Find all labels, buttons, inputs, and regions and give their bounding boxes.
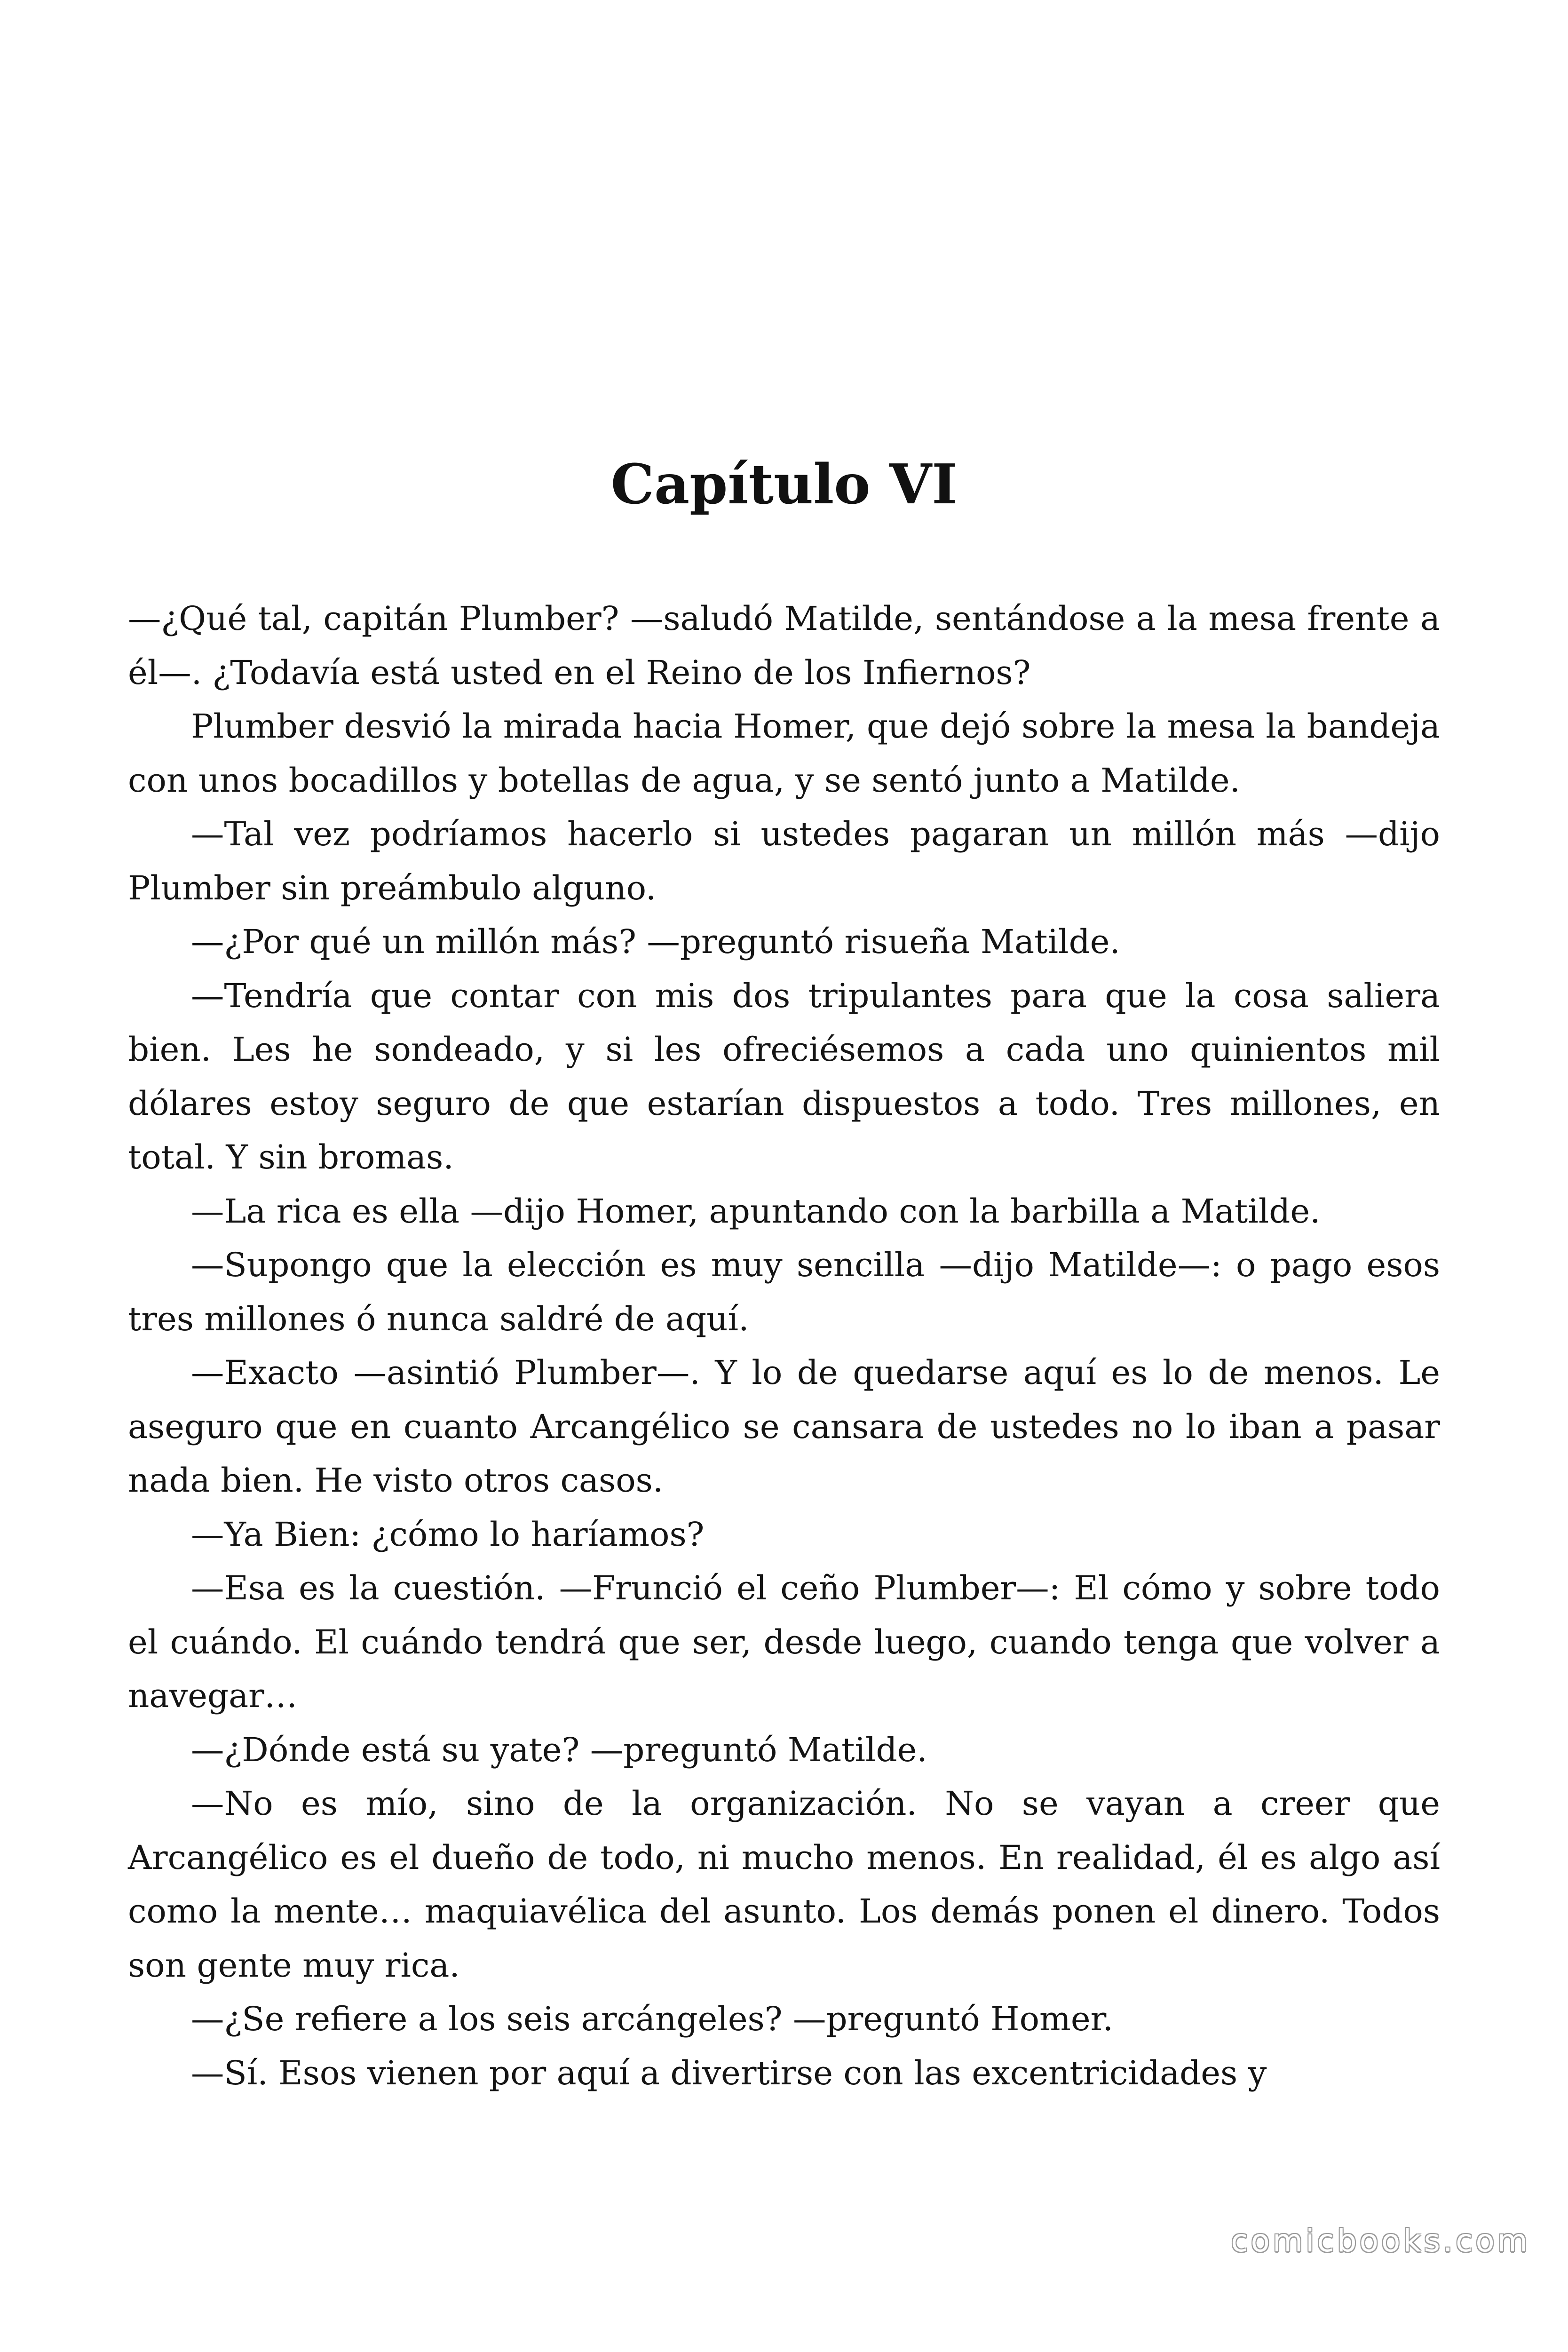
paragraph: —Tal vez podríamos hacerlo si ustedes pagaran un millón más —dijo Plumber sin preámbulo alguno.	[128, 815, 1440, 907]
paragraph: —¿Se refiere a los seis arcángeles? —preguntó Homer.	[191, 2000, 1113, 2038]
paragraph: —Exacto —asintió Plumber—. Y lo de quedarse aquí es lo de menos. Le aseguro que en cuanto Arcangélico se cansara de ustedes no lo iban a pasar nada bien. He visto otros casos.	[128, 1353, 1440, 1500]
paragraph: Plumber desvió la mirada hacia Homer, que dejó sobre la mesa la bandeja con unos bocadillos y botellas de agua, y se sentó junto a Matilde.	[128, 707, 1440, 800]
paragraph: —La rica es ella —dijo Homer, apuntando con la barbilla a Matilde.	[191, 1192, 1321, 1231]
paragraph: —¿Por qué un millón más? —preguntó risueña Matilde.	[191, 922, 1120, 961]
watermark: comicbooks.com	[1231, 2223, 1530, 2259]
paragraph: —Ya Bien: ¿cómo lo haríamos?	[191, 1515, 705, 1554]
paragraph: —Sí. Esos vienen por aquí a divertirse con las excentricidades y	[191, 2053, 1267, 2092]
paragraph: —Esa es la cuestión. —Frunció el ceño Plumber—: El cómo y sobre todo el cuándo. El cuándo tendrá que ser, desde luego, cuando tenga que volver a navegar…	[128, 1569, 1440, 1715]
paragraph: —¿Qué tal, capitán Plumber? —saludó Matilde, sentándose a la mesa frente a él—. ¿Todavía está usted en el Reino de los Infiernos?	[128, 599, 1440, 692]
paragraph: —Supongo que la elección es muy sencilla —dijo Matilde—: o pago esos tres millones ó nunca saldré de aquí.	[128, 1246, 1440, 1338]
paragraph: —Tendría que contar con mis dos tripulantes para que la cosa saliera bien. Les he sondeado, y si les ofreciésemos a cada uno quinientos mil dólares estoy seguro de que estarían dispuestos a todo. Tres millones, en total. Y sin bromas.	[128, 976, 1440, 1176]
chapter-body	[128, 592, 1440, 2100]
chapter-title: Capítulo VI	[610, 453, 958, 516]
paragraph: —No es mío, sino de la organización. No se vayan a creer que Arcangélico es el dueño de todo, ni mucho menos. En realidad, él es algo así como la mente… maquiavélica del asunto. Los demás ponen el dinero. Todos son gente muy rica.	[128, 1784, 1440, 1985]
paragraph: —¿Dónde está su yate? —preguntó Matilde.	[191, 1730, 927, 1769]
